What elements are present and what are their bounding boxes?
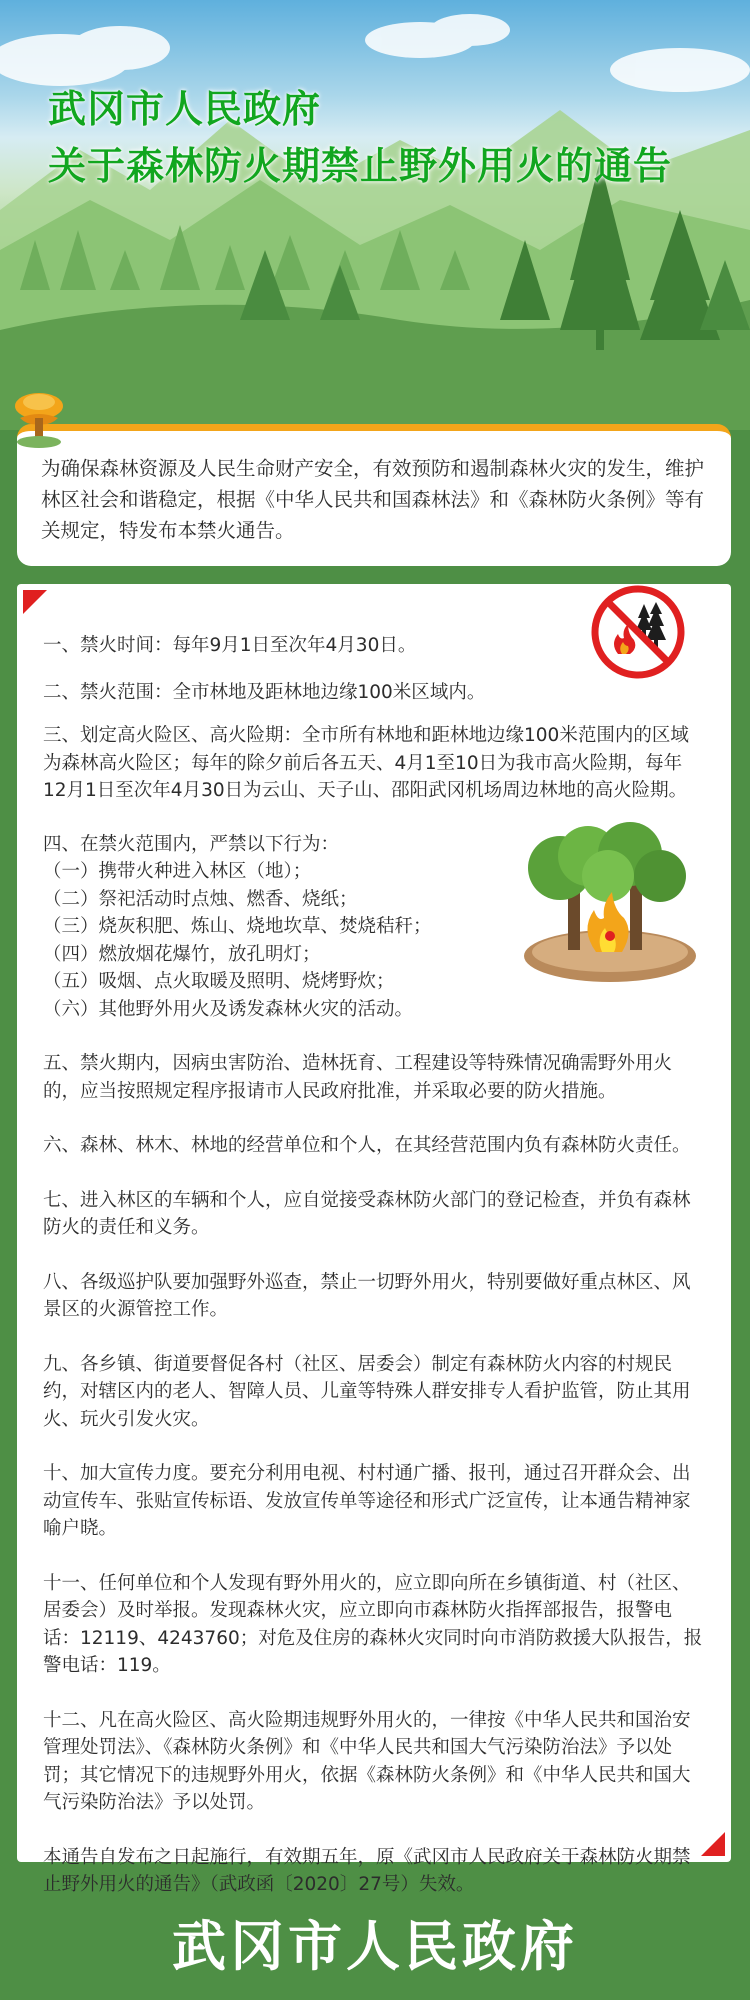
section-4-item: （五）吸烟、点火取暖及照明、烧烤野炊； (43, 971, 395, 992)
page-title-line2: 关于森林防火期禁止野外用火的通告 (48, 143, 673, 188)
corner-decoration-top (23, 590, 47, 614)
forest-landscape-illustration (0, 0, 750, 430)
forest-fire-illustration-icon (510, 818, 700, 988)
section-4-title: 四、在禁火范围内，严禁以下行为： (43, 833, 340, 855)
section-4-item: （三）烧灰积肥、炼山、烧地坎草、焚烧秸秆； (43, 916, 432, 937)
intro-text: 为确保森林资源及人民生命财产安全，有效预防和遏制森林火灾的发生，维护林区社会和谐稳定，根据《中华人民共和国森林法》和《森林防火条例》等有关规定，特发布本禁火通告。 (41, 457, 705, 542)
hero-banner (0, 0, 750, 430)
page-title-line1: 武冈市人民政府 (48, 86, 322, 131)
section-1: 一、禁火时间：每年9月1日至次年4月30日。 (43, 635, 417, 656)
section-8: 八、各级巡护队要加强野外巡查，禁止一切野外用火，特别要做好重点林区、风景区的火源管控工作。 (43, 1271, 691, 1320)
section-5: 五、禁火期内，因病虫害防治、造林抚育、工程建设等特殊情况确需野外用火的，应当按照规定程序报请市人民政府批准，并采取必要的防火措施。 (43, 1053, 673, 1102)
section-2: 二、禁火范围：全市林地及距林地边缘100米区域内。 (43, 681, 486, 703)
section-4-item: （四）燃放烟花爆竹，放孔明灯； (43, 943, 321, 965)
notice-body (17, 584, 731, 1895)
mushroom-tree-logo-icon (10, 388, 68, 450)
section-11: 十一、任何单位和个人发现有野外用火的，应立即向所在乡镇街道、村（社区、居委会）及时举报。发现森林火灾，应立即向市森林防火指挥部报告，报警电话：12119、4243760；对危及住房的森林火灾同时向市消防救援大队报告，报警电话：119。 (43, 1572, 703, 1676)
closing-statement: 本通告自发布之日起施行，有效期五年，原《武冈市人民政府关于森林防火期禁止野外用火的通告》（武政函〔2020〕27号）失效。 (43, 1846, 691, 1895)
section-4-item: （六）其他野外用火及诱发森林火灾的活动。 (43, 998, 414, 1020)
section-4-item: （一）携带火种进入林区（地）； (43, 861, 312, 882)
no-fire-sign-icon (590, 584, 686, 680)
section-10: 十、加大宣传力度。要充分利用电视、村村通广播、报刊，通过召开群众会、出动宣传车、张贴宣传标语、发放宣传单等途径和形式广泛宣传，让本通告精神家喻户晓。 (43, 1463, 691, 1539)
intro-box (17, 424, 731, 566)
section-6: 六、森林、林木、林地的经营单位和个人，在其经营范围内负有森林防火责任。 (43, 1135, 691, 1156)
section-4-item: （二）祭祀活动时点烛、燃香、烧纸； (43, 888, 358, 910)
issuer-footer: 武冈市人民政府 (172, 1914, 578, 1978)
section-12: 十二、凡在高火险区、高火险期违规野外用火的，一律按《中华人民共和国治安管理处罚法》、《森林防火条例》和《中华人民共和国大气污染防治法》予以处罚；其它情况下的违规野外用火，依据《森林防火条例》和《中华人民共和国大气污染防治法》予以处罚。 (43, 1709, 691, 1813)
section-7: 七、进入林区的车辆和个人，应自觉接受森林防火部门的登记检查，并负有森林防火的责任和义务。 (43, 1189, 691, 1238)
section-3: 三、划定高火险区、高火险期：全市所有林地和距林地边缘100米范围内的区域为森林高火险区；每年的除夕前后各五天、4月1至10日为我市高火险期，每年12月1日至次年4月30日为云山、天子山、邵阳武冈机场周边林地的高火险期。 (43, 725, 689, 801)
section-9: 九、各乡镇、街道要督促各村（社区、居委会）制定有森林防火内容的村规民约，对辖区内的老人、智障人员、儿童等特殊人群安排专人看护监管，防止其用火、玩火引发火灾。 (43, 1353, 691, 1430)
